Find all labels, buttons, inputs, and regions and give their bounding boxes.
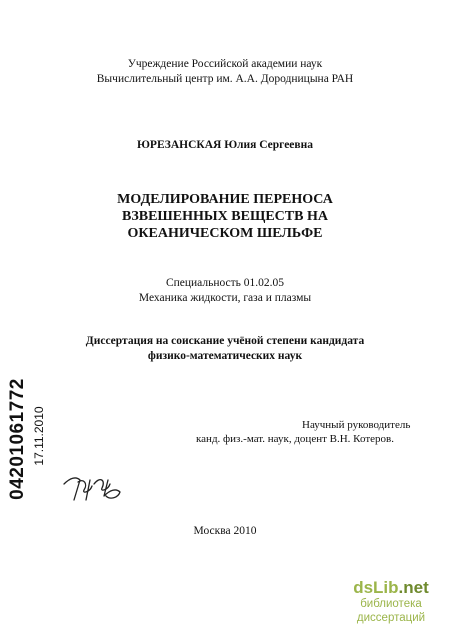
specialty-block xyxy=(0,276,450,306)
signature-icon xyxy=(60,470,130,506)
degree-line-1: Диссертация на соискание учёной степени кандидата xyxy=(85,335,365,347)
stamp-number: 04201061772 xyxy=(7,378,28,500)
org-line-2: Вычислительный центр им. А.А. Дородницына РАН xyxy=(96,73,354,85)
org-line-1: Учреждение Российской академии наук xyxy=(127,58,323,70)
advisor-block xyxy=(196,418,411,446)
specialty-name: Механика жидкости, газа и плазмы xyxy=(138,292,312,304)
degree-line-2: физико-математических наук xyxy=(147,350,303,362)
watermark-subtitle: библиотека диссертаций xyxy=(356,598,426,624)
city-year: Москва 2010 xyxy=(193,525,257,537)
degree-statement xyxy=(0,334,450,364)
author-name: ЮРЕЗАНСКАЯ Юлия Сергеевна xyxy=(136,139,313,151)
organization-header xyxy=(0,57,450,87)
title-line-1: МОДЕЛИРОВАНИЕ ПЕРЕНОСА xyxy=(117,192,333,207)
title-line-2: ВЗВЕШЕННЫХ ВЕЩЕСТВ НА xyxy=(122,209,328,224)
specialty-code: Специальность 01.02.05 xyxy=(165,277,285,289)
watermark-logo: dsLib.net xyxy=(353,578,429,597)
dissertation-title xyxy=(0,191,450,242)
watermark[interactable] xyxy=(336,578,446,625)
stamp-date: 17.11.2010 xyxy=(32,406,46,466)
advisor-label: Научный руководитель xyxy=(302,419,411,431)
advisor-name: канд. физ.-мат. наук, доцент В.Н. Котеров. xyxy=(196,433,394,445)
title-line-3: ОКЕАНИЧЕСКОМ ШЕЛЬФЕ xyxy=(127,226,323,241)
